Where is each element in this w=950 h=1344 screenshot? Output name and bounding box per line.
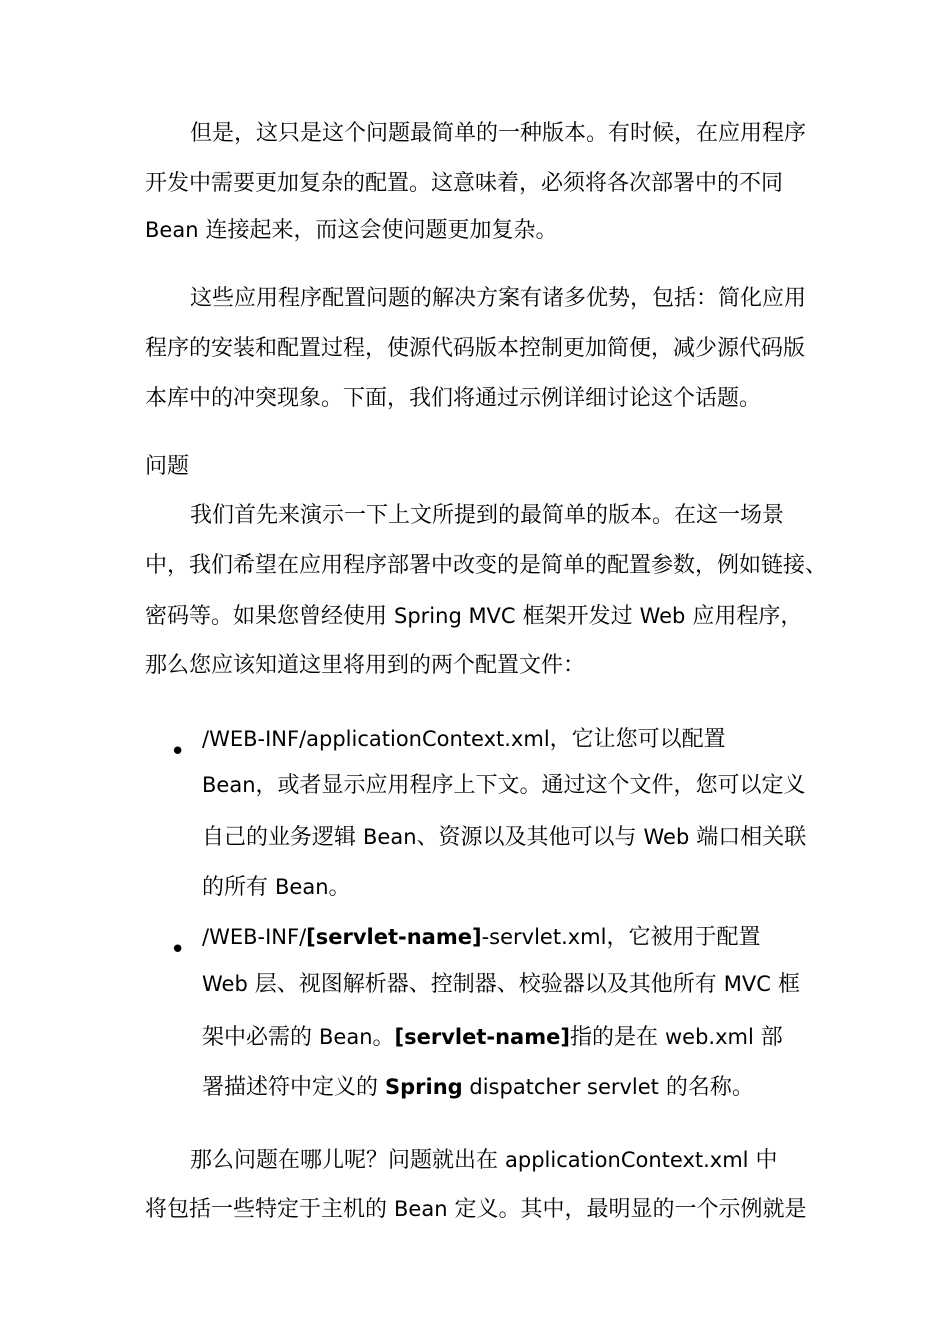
para3-line2: 中，我们希望在应用程序部署中改变的是简单的配置参数，例如链接、 (145, 553, 828, 578)
bullet2-line4-dispatcher: dispatcher servlet (462, 1075, 659, 1099)
section-heading: 问题 (145, 454, 190, 479)
bullet1-path: /WEB-INF/applicationContext.xml (202, 727, 550, 751)
bullet1-line4-bean: Bean (275, 875, 329, 899)
para1-line2: 开发中需要更加复杂的配置。这意味着，必须将各次部署中的不同 (145, 171, 784, 196)
bullet2-line2-d: 框 (770, 972, 800, 997)
bullet2-line4 (202, 1072, 872, 1103)
bullet1-line3-a: 自己的业务逻辑 (202, 825, 363, 850)
bullet1-line3-web: Web (643, 825, 690, 849)
para3-line3-web: Web (639, 604, 686, 628)
bullet1-line1 (202, 724, 872, 755)
bullet2-line2-mvc: MVC (723, 972, 771, 996)
para4-line2-bean: Bean (394, 1197, 448, 1221)
para3-line4: 那么您应该知道这里将用到的两个配置文件： (145, 653, 586, 678)
bullet2-line3-c: 。 (372, 1025, 395, 1050)
bullet2-path-suffix: -servlet.xml (481, 925, 607, 949)
para4-line2-a: 将包括一些特定于主机的 (145, 1197, 394, 1222)
para3-line3-spring-mvc: Spring MVC (394, 604, 516, 628)
bullet1-line3-e: 端口相关联 (689, 825, 807, 850)
bullet-2-marker: • (170, 935, 186, 965)
para1-line1: 但是，这只是这个问题最简单的一种版本。有时候，在应用程序 (190, 121, 807, 146)
bullet1-line2-rest: ，或者显示应用程序上下文。通过这个文件，您可以定义 (255, 773, 806, 798)
bullet2-line3-a: 架中必需的 (202, 1025, 319, 1050)
bullet1-line4-a: 的所有 (202, 875, 275, 900)
bullet2-line4-spring-bold: Spring (385, 1075, 463, 1099)
para1-line3 (145, 215, 815, 246)
para2-line2: 程序的安装和配置过程，使源代码版本控制更加简便，减少源代码版 (145, 336, 806, 361)
para3-line3-e: 应用程序， (685, 604, 803, 629)
bullet1-line3-bean: Bean (363, 825, 417, 849)
para2-line3: 本库中的冲突现象。下面，我们将通过示例详细讨论这个话题。 (145, 386, 762, 411)
para1-line3-bean: Bean (145, 218, 199, 242)
para3-line1: 我们首先来演示一下上文所提到的最简单的版本。在这一场景 (190, 503, 785, 528)
bullet1-line4-c: 。 (328, 875, 351, 900)
bullet2-line4-a: 署描述符中定义的 (202, 1075, 385, 1100)
para4-line1-appctx: applicationContext.xml (505, 1148, 749, 1172)
bullet2-path-prefix: /WEB-INF/ (202, 925, 307, 949)
bullet2-line3-webxml: web.xml (664, 1025, 754, 1049)
bullet2-line3 (202, 1022, 872, 1053)
bullet2-line4-d: 的名称。 (658, 1075, 754, 1100)
bullet1-line2-bean: Bean (202, 773, 256, 797)
bullet2-line1-rest: ，它被用于配置 (606, 925, 761, 950)
bullet1-line4 (202, 872, 872, 903)
para3-line3-a: 密码等。如果您曾经使用 (145, 604, 394, 629)
para4-line1-c: 中 (748, 1148, 778, 1173)
bullet1-line3 (202, 822, 872, 853)
bullet2-line2-b: 层、视图解析器、控制器、校验器以及其他所有 (247, 972, 724, 997)
para4-line1-a: 那么问题在哪儿呢？问题就出在 (190, 1148, 505, 1173)
para4-line1 (190, 1145, 860, 1176)
para2-line1: 这些应用程序配置问题的解决方案有诸多优势，包括：简化应用 (190, 286, 807, 311)
bullet1-line3-c: 、资源以及其他可以与 (416, 825, 644, 850)
para4-line2-c: 定义。其中，最明显的一个示例就是 (447, 1197, 807, 1222)
bullet2-line2-web: Web (202, 972, 248, 996)
bullet-1-marker: • (170, 737, 186, 767)
bullet2-line1 (202, 922, 872, 953)
bullet2-line2 (202, 969, 872, 1000)
bullet1-line1-rest: ，它让您可以配置 (549, 727, 726, 752)
para3-line3 (145, 601, 815, 632)
bullet2-line3-e: 指的是在 (569, 1025, 665, 1050)
bullet2-line3-servlet-name-bold: [servlet-name] (394, 1025, 570, 1049)
para4-line2 (145, 1194, 815, 1225)
para3-line3-c: 框架开发过 (515, 604, 640, 629)
bullet2-servlet-name-bold: [servlet-name] (306, 925, 482, 949)
para1-line3-rest: 连接起来，而这会使问题更加复杂。 (198, 218, 558, 243)
bullet1-line2 (202, 770, 872, 801)
bullet2-line3-bean: Bean (319, 1025, 373, 1049)
bullet2-line3-g: 部 (753, 1025, 783, 1050)
